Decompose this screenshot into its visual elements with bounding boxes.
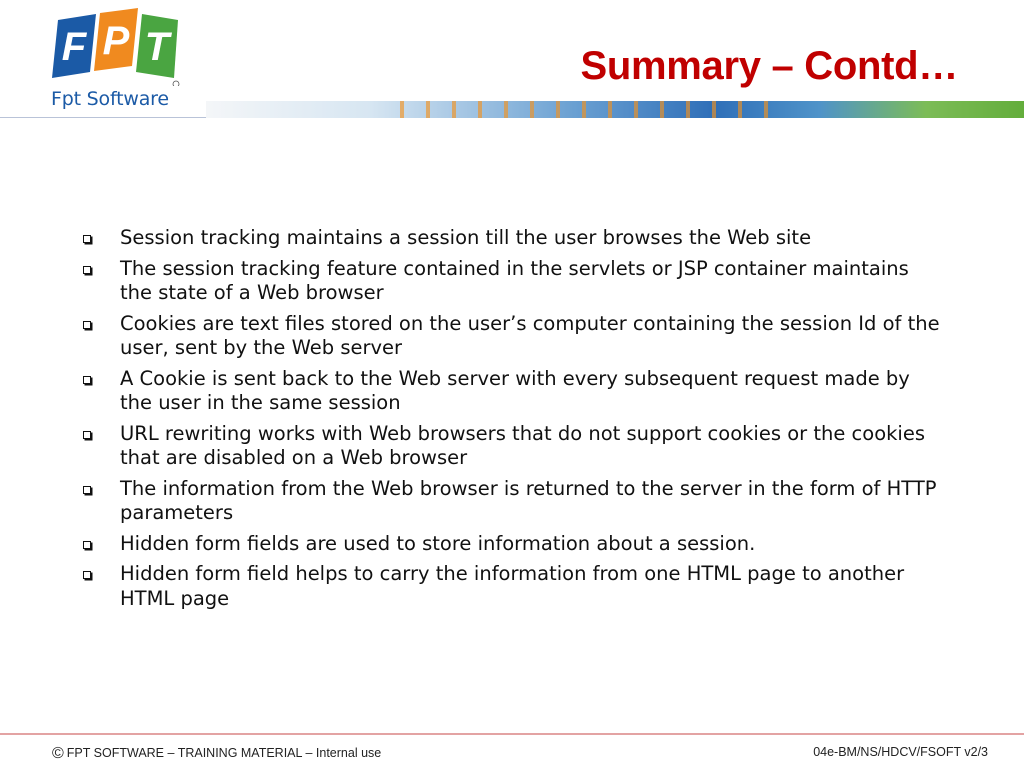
bullet-text: The information from the Web browser is returned to the server in the form of HTTP parameters — [120, 476, 937, 524]
footer-left-text: FPT SOFTWARE – TRAINING MATERIAL – Internal use — [66, 746, 382, 760]
square-bullet-icon — [83, 486, 91, 494]
logo-tile-t — [136, 14, 178, 78]
bullet-item — [80, 477, 940, 526]
registered-mark-icon — [173, 81, 179, 86]
copyright-icon: © — [52, 745, 64, 762]
header-bar-stripes — [386, 101, 786, 118]
footer-copyright — [52, 745, 381, 763]
footer-document-code: 04e-BM/NS/HDCV/FSOFT v2/3 — [813, 745, 988, 759]
bullet-text: A Cookie is sent back to the Web server with every subsequent request made by the user in the same session — [120, 366, 910, 414]
header-divider — [0, 117, 206, 118]
square-bullet-icon — [83, 235, 91, 243]
bullet-text: Session tracking maintains a session till the user browses the Web site — [120, 226, 812, 249]
bullet-text: The session tracking feature contained in the servlets or JSP container maintains the state of a Web browser — [120, 256, 909, 304]
bullet-item — [80, 562, 940, 611]
fpt-logo-mark — [48, 8, 188, 86]
bullet-item — [80, 312, 940, 361]
square-bullet-icon — [83, 321, 91, 329]
header-decorative-bar — [206, 101, 1024, 118]
square-bullet-icon — [83, 541, 91, 549]
logo-text: Fpt Software — [51, 88, 169, 110]
footer-divider — [0, 733, 1024, 735]
bullet-item — [80, 532, 940, 557]
bullet-text: Hidden form fields are used to store information about a session. — [120, 531, 756, 555]
bullet-item — [80, 257, 940, 306]
logo-tile-p — [94, 8, 138, 71]
logo-letter-f: F — [61, 25, 87, 69]
logo-tile-f — [52, 14, 96, 78]
bullet-text: URL rewriting works with Web browsers that do not support cookies or the cookies that are disabled on a Web browser — [120, 421, 926, 469]
square-bullet-icon — [83, 376, 91, 384]
square-bullet-icon — [83, 431, 91, 439]
square-bullet-icon — [83, 266, 91, 274]
bullet-item — [80, 422, 940, 471]
bullet-item — [80, 226, 940, 251]
slide-title: Summary – Contd… — [580, 44, 958, 88]
bullet-list — [80, 226, 940, 617]
bullet-text: Cookies are text files stored on the user’s computer containing the session Id of the user, sent by the Web server — [120, 311, 940, 359]
fpt-logo — [48, 8, 188, 118]
bullet-item — [80, 367, 940, 416]
logo-letter-t: T — [144, 25, 170, 69]
logo-letter-p: P — [102, 19, 130, 63]
bullet-text: Hidden form field helps to carry the information from one HTML page to another HTML page — [120, 562, 905, 610]
square-bullet-icon — [83, 571, 91, 579]
